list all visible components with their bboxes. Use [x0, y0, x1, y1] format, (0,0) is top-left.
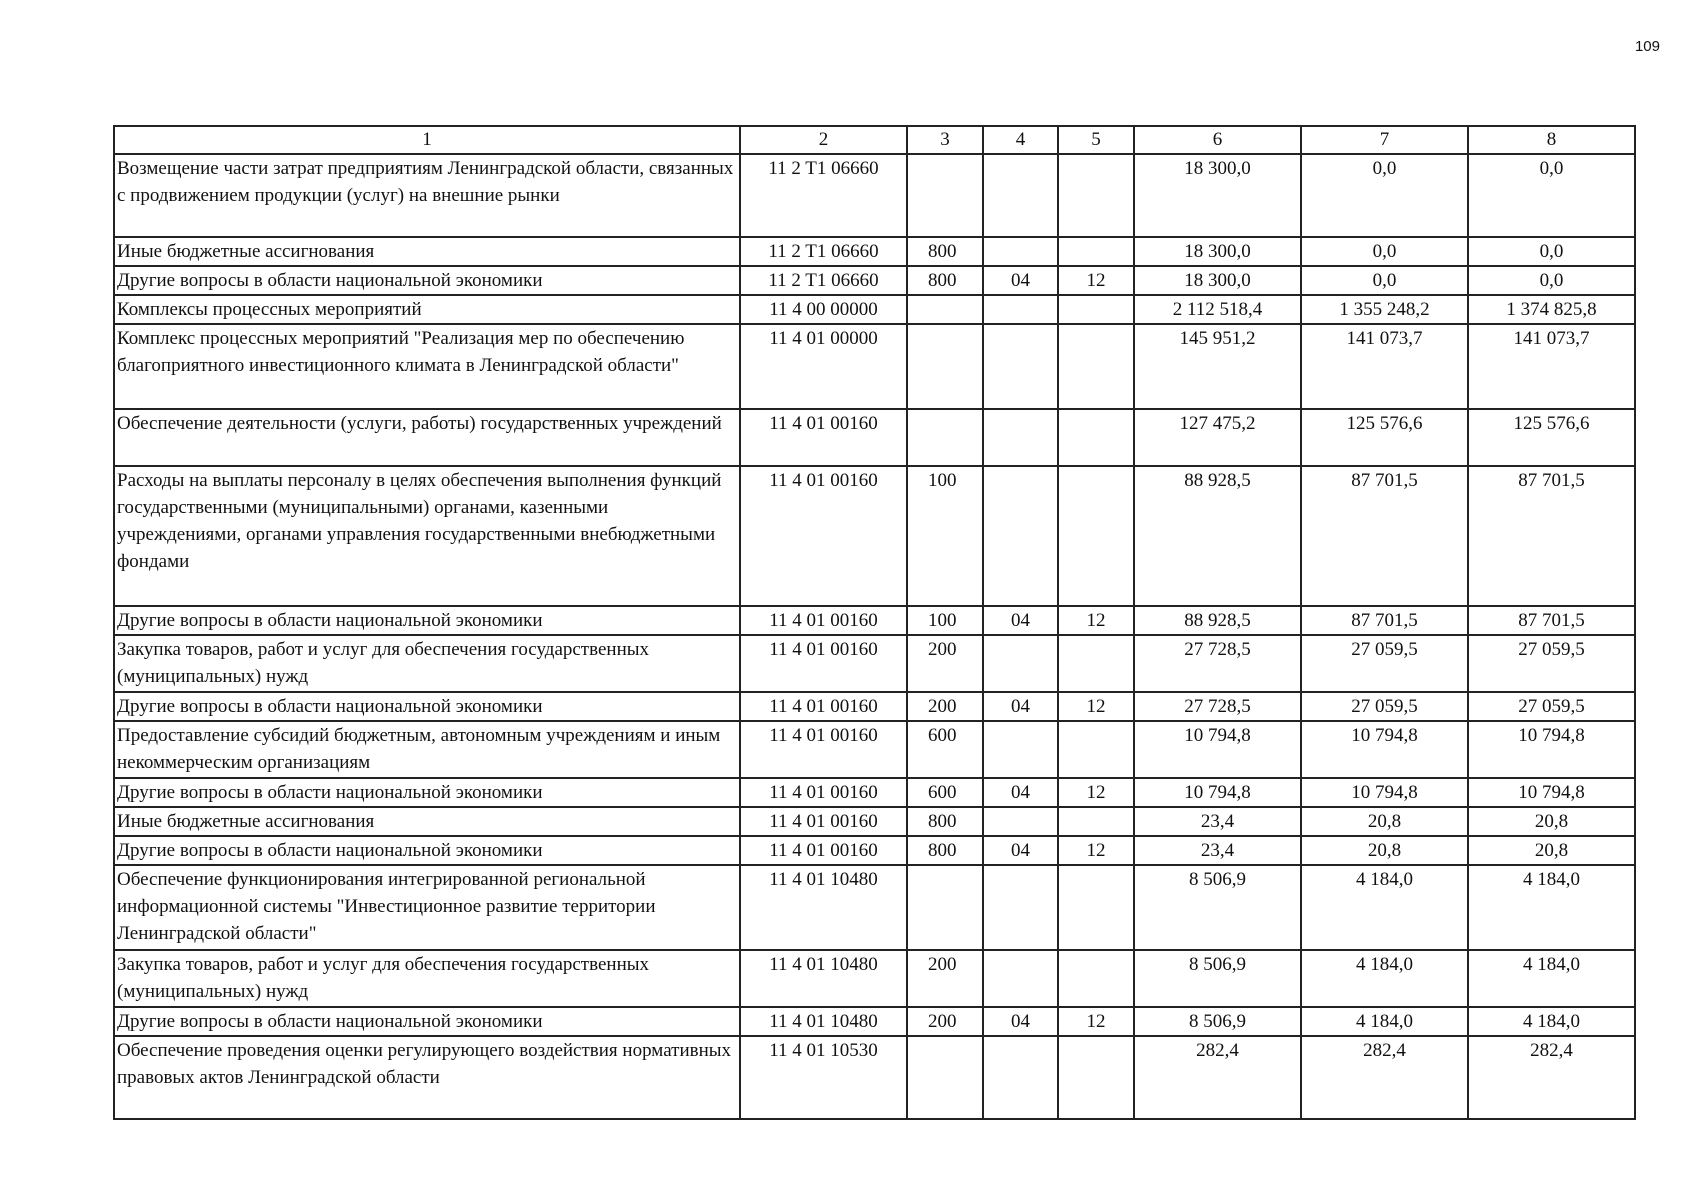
- section-cell: [983, 466, 1058, 606]
- row-name-cell: Обеспечение проведения оценки регулирующего воздействия нормативных правовых актов Ленинградской области: [114, 1036, 740, 1119]
- amount-year2-cell: 4 184,0: [1301, 950, 1468, 1007]
- budget-table: [113, 125, 1636, 1120]
- table-row: [114, 807, 1635, 836]
- target-code-cell: 11 4 00 00000: [740, 295, 907, 324]
- amount-year1-cell: 8 506,9: [1134, 950, 1301, 1007]
- section-cell: 04: [983, 606, 1058, 635]
- expense-type-cell: 800: [907, 836, 983, 865]
- table-row: [114, 635, 1635, 692]
- row-name-cell: Закупка товаров, работ и услуг для обеспечения государственных (муниципальных) нужд: [114, 635, 740, 692]
- section-cell: 04: [983, 692, 1058, 721]
- target-code-cell: 11 4 01 10480: [740, 1007, 907, 1036]
- section-cell: [983, 237, 1058, 266]
- target-code-cell: 11 4 01 00160: [740, 778, 907, 807]
- subsection-cell: [1058, 409, 1134, 466]
- table-row: [114, 466, 1635, 606]
- expense-type-cell: [907, 295, 983, 324]
- section-cell: [983, 807, 1058, 836]
- target-code-cell: 11 4 01 00160: [740, 635, 907, 692]
- table-row: [114, 778, 1635, 807]
- amount-year2-cell: 10 794,8: [1301, 721, 1468, 778]
- subsection-cell: 12: [1058, 1007, 1134, 1036]
- amount-year3-cell: 87 701,5: [1468, 466, 1635, 606]
- table-row: [114, 266, 1635, 295]
- expense-type-cell: 800: [907, 266, 983, 295]
- target-code-cell: 11 4 01 10480: [740, 950, 907, 1007]
- expense-type-cell: 800: [907, 807, 983, 836]
- amount-year3-cell: 0,0: [1468, 237, 1635, 266]
- column-header: 1: [114, 126, 740, 154]
- subsection-cell: [1058, 295, 1134, 324]
- column-header: 7: [1301, 126, 1468, 154]
- page-number: 109: [1634, 38, 1660, 55]
- row-name-cell: Возмещение части затрат предприятиям Ленинградской области, связанных с продвижением продукции (услуг) на внешние рынки: [114, 154, 740, 237]
- expense-type-cell: 100: [907, 466, 983, 606]
- section-cell: [983, 324, 1058, 409]
- amount-year1-cell: 10 794,8: [1134, 778, 1301, 807]
- amount-year1-cell: 27 728,5: [1134, 635, 1301, 692]
- subsection-cell: 12: [1058, 266, 1134, 295]
- expense-type-cell: [907, 865, 983, 950]
- table-row: [114, 836, 1635, 865]
- amount-year2-cell: 0,0: [1301, 237, 1468, 266]
- target-code-cell: 11 2 T1 06660: [740, 266, 907, 295]
- row-name-cell: Иные бюджетные ассигнования: [114, 237, 740, 266]
- amount-year3-cell: 10 794,8: [1468, 721, 1635, 778]
- amount-year3-cell: 20,8: [1468, 836, 1635, 865]
- amount-year3-cell: 125 576,6: [1468, 409, 1635, 466]
- row-name-cell: Комплекс процессных мероприятий "Реализация мер по обеспечению благоприятного инвестиционного климата в Ленинградской области": [114, 324, 740, 409]
- expense-type-cell: [907, 409, 983, 466]
- expense-type-cell: 200: [907, 635, 983, 692]
- amount-year2-cell: 0,0: [1301, 266, 1468, 295]
- amount-year3-cell: 0,0: [1468, 266, 1635, 295]
- amount-year3-cell: 27 059,5: [1468, 635, 1635, 692]
- subsection-cell: [1058, 807, 1134, 836]
- target-code-cell: 11 4 01 00000: [740, 324, 907, 409]
- expense-type-cell: 200: [907, 950, 983, 1007]
- amount-year2-cell: 0,0: [1301, 154, 1468, 237]
- table-row: [114, 295, 1635, 324]
- table-row: [114, 1036, 1635, 1119]
- row-name-cell: Расходы на выплаты персоналу в целях обеспечения выполнения функций государственными (муниципальными) органами, казенными учреждениями, органами управления государственными внебюджетными фондами: [114, 466, 740, 606]
- amount-year3-cell: 20,8: [1468, 807, 1635, 836]
- row-name-cell: Другие вопросы в области национальной экономики: [114, 266, 740, 295]
- amount-year2-cell: 4 184,0: [1301, 865, 1468, 950]
- table-row: [114, 154, 1635, 237]
- row-name-cell: Другие вопросы в области национальной экономики: [114, 692, 740, 721]
- amount-year2-cell: 4 184,0: [1301, 1007, 1468, 1036]
- amount-year1-cell: 10 794,8: [1134, 721, 1301, 778]
- row-name-cell: Обеспечение функционирования интегрированной региональной информационной системы "Инвестиционное развитие территории Ленинградской области": [114, 865, 740, 950]
- subsection-cell: [1058, 950, 1134, 1007]
- column-header: 2: [740, 126, 907, 154]
- subsection-cell: [1058, 1036, 1134, 1119]
- table-row: [114, 865, 1635, 950]
- row-name-cell: Другие вопросы в области национальной экономики: [114, 836, 740, 865]
- row-name-cell: Другие вопросы в области национальной экономики: [114, 1007, 740, 1036]
- row-name-cell: Другие вопросы в области национальной экономики: [114, 778, 740, 807]
- target-code-cell: 11 4 01 00160: [740, 466, 907, 606]
- column-header: 5: [1058, 126, 1134, 154]
- subsection-cell: [1058, 865, 1134, 950]
- table-row: [114, 1007, 1635, 1036]
- amount-year2-cell: 282,4: [1301, 1036, 1468, 1119]
- section-cell: [983, 865, 1058, 950]
- column-header: 3: [907, 126, 983, 154]
- expense-type-cell: 200: [907, 1007, 983, 1036]
- amount-year3-cell: 4 184,0: [1468, 1007, 1635, 1036]
- amount-year3-cell: 1 374 825,8: [1468, 295, 1635, 324]
- column-header: 8: [1468, 126, 1635, 154]
- target-code-cell: 11 2 T1 06660: [740, 154, 907, 237]
- amount-year1-cell: 127 475,2: [1134, 409, 1301, 466]
- subsection-cell: 12: [1058, 692, 1134, 721]
- amount-year1-cell: 88 928,5: [1134, 466, 1301, 606]
- expense-type-cell: 800: [907, 237, 983, 266]
- expense-type-cell: [907, 1036, 983, 1119]
- expense-type-cell: 200: [907, 692, 983, 721]
- table-row: [114, 324, 1635, 409]
- subsection-cell: 12: [1058, 778, 1134, 807]
- amount-year1-cell: 282,4: [1134, 1036, 1301, 1119]
- target-code-cell: 11 4 01 00160: [740, 409, 907, 466]
- amount-year3-cell: 87 701,5: [1468, 606, 1635, 635]
- target-code-cell: 11 4 01 00160: [740, 836, 907, 865]
- target-code-cell: 11 4 01 00160: [740, 692, 907, 721]
- table-row: [114, 721, 1635, 778]
- table-row: [114, 950, 1635, 1007]
- amount-year3-cell: 4 184,0: [1468, 950, 1635, 1007]
- subsection-cell: [1058, 324, 1134, 409]
- section-cell: [983, 1036, 1058, 1119]
- amount-year2-cell: 20,8: [1301, 836, 1468, 865]
- amount-year1-cell: 145 951,2: [1134, 324, 1301, 409]
- amount-year1-cell: 88 928,5: [1134, 606, 1301, 635]
- amount-year2-cell: 27 059,5: [1301, 692, 1468, 721]
- section-cell: 04: [983, 1007, 1058, 1036]
- target-code-cell: 11 4 01 00160: [740, 606, 907, 635]
- table-row: [114, 409, 1635, 466]
- section-cell: 04: [983, 836, 1058, 865]
- expense-type-cell: 100: [907, 606, 983, 635]
- amount-year3-cell: 0,0: [1468, 154, 1635, 237]
- amount-year3-cell: 141 073,7: [1468, 324, 1635, 409]
- row-name-cell: Предоставление субсидий бюджетным, автономным учреждениям и иным некоммерческим организациям: [114, 721, 740, 778]
- target-code-cell: 11 4 01 10480: [740, 865, 907, 950]
- amount-year1-cell: 23,4: [1134, 807, 1301, 836]
- subsection-cell: [1058, 721, 1134, 778]
- section-cell: [983, 635, 1058, 692]
- expense-type-cell: [907, 154, 983, 237]
- target-code-cell: 11 4 01 00160: [740, 721, 907, 778]
- amount-year3-cell: 10 794,8: [1468, 778, 1635, 807]
- expense-type-cell: 600: [907, 721, 983, 778]
- target-code-cell: 11 4 01 00160: [740, 807, 907, 836]
- column-header: 4: [983, 126, 1058, 154]
- subsection-cell: [1058, 154, 1134, 237]
- subsection-cell: 12: [1058, 606, 1134, 635]
- section-cell: [983, 950, 1058, 1007]
- section-cell: [983, 154, 1058, 237]
- row-name-cell: Комплексы процессных мероприятий: [114, 295, 740, 324]
- amount-year1-cell: 23,4: [1134, 836, 1301, 865]
- amount-year2-cell: 1 355 248,2: [1301, 295, 1468, 324]
- amount-year2-cell: 141 073,7: [1301, 324, 1468, 409]
- row-name-cell: Другие вопросы в области национальной экономики: [114, 606, 740, 635]
- section-cell: [983, 409, 1058, 466]
- table-row: [114, 606, 1635, 635]
- amount-year2-cell: 87 701,5: [1301, 466, 1468, 606]
- subsection-cell: 12: [1058, 836, 1134, 865]
- amount-year2-cell: 27 059,5: [1301, 635, 1468, 692]
- amount-year2-cell: 20,8: [1301, 807, 1468, 836]
- amount-year1-cell: 18 300,0: [1134, 237, 1301, 266]
- section-cell: [983, 295, 1058, 324]
- column-header: 6: [1134, 126, 1301, 154]
- expense-type-cell: 600: [907, 778, 983, 807]
- amount-year1-cell: 18 300,0: [1134, 266, 1301, 295]
- amount-year3-cell: 4 184,0: [1468, 865, 1635, 950]
- expense-type-cell: [907, 324, 983, 409]
- section-cell: 04: [983, 266, 1058, 295]
- table-row: [114, 237, 1635, 266]
- amount-year1-cell: 8 506,9: [1134, 1007, 1301, 1036]
- amount-year3-cell: 27 059,5: [1468, 692, 1635, 721]
- table-header-row: [114, 126, 1635, 154]
- section-cell: 04: [983, 778, 1058, 807]
- amount-year1-cell: 27 728,5: [1134, 692, 1301, 721]
- subsection-cell: [1058, 237, 1134, 266]
- subsection-cell: [1058, 635, 1134, 692]
- row-name-cell: Закупка товаров, работ и услуг для обеспечения государственных (муниципальных) нужд: [114, 950, 740, 1007]
- section-cell: [983, 721, 1058, 778]
- amount-year1-cell: 8 506,9: [1134, 865, 1301, 950]
- amount-year2-cell: 87 701,5: [1301, 606, 1468, 635]
- amount-year3-cell: 282,4: [1468, 1036, 1635, 1119]
- amount-year2-cell: 125 576,6: [1301, 409, 1468, 466]
- table-row: [114, 692, 1635, 721]
- amount-year2-cell: 10 794,8: [1301, 778, 1468, 807]
- target-code-cell: 11 2 T1 06660: [740, 237, 907, 266]
- table-body: [114, 126, 1635, 1119]
- target-code-cell: 11 4 01 10530: [740, 1036, 907, 1119]
- row-name-cell: Иные бюджетные ассигнования: [114, 807, 740, 836]
- row-name-cell: Обеспечение деятельности (услуги, работы) государственных учреждений: [114, 409, 740, 466]
- amount-year1-cell: 2 112 518,4: [1134, 295, 1301, 324]
- subsection-cell: [1058, 466, 1134, 606]
- amount-year1-cell: 18 300,0: [1134, 154, 1301, 237]
